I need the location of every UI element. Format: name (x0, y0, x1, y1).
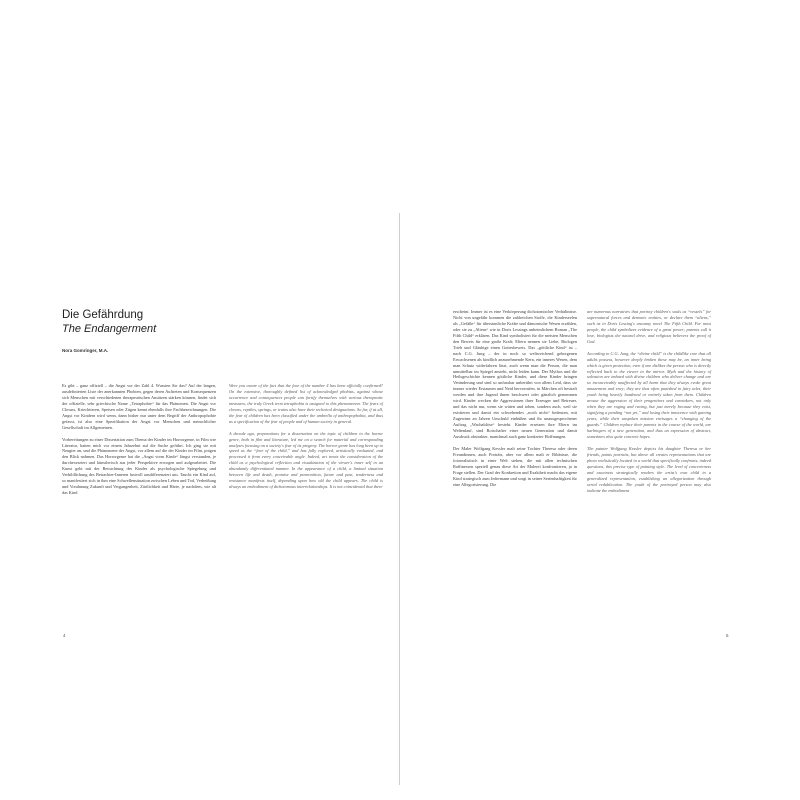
german-column-right (453, 309, 577, 494)
german-column-left (62, 383, 216, 502)
page-number-right: 5 (726, 633, 729, 638)
paragraph: The painter Wolfgang Kessler depicts his daughter Theresa or her friends, paints portraits, but above all creates representations that are photo realistically located in a world that specifically confronts, indeed questions, this precise type of painting style. The level of concreteness and exactness strategically renders the artist's own child in a generalized representation, establishing an allegorization through serial redublication. The youth of the portrayed person may also indicate the embodiment (587, 445, 711, 493)
english-column-left (229, 383, 383, 496)
paragraph: Es gibt – ganz offiziell – die Angst vor der Zahl 4. Wussten Sie das? Auf der langen, ausdefinierten Liste der anerkannten Phobien, gegen deren Auftreten und Konsequenzen sich Menschen mit verschiedenen therapeutischen Ansätzen stärken können, findet sich der offizielle, sehr griechische Name „Tetraphobie“ für das Phänomen. Die Angst vor Clowns, Kriechtieren, Speisen oder Zügen kennt ebenfalls ihre Fachbezeichnungen. Die Angst vor Kindern wird wenn, dann bisher nur unter dem Begriff der Anthropophobie gefasst, ist also eine Spezifikation der Angst vor Menschen und menschlicher Gesellschaft im Allgemeinen. (62, 383, 216, 430)
paragraph: erscheint. Immer ist es eine Verkörperung dichotomischer Verhältnisse. Nicht von ungefähr kommen die zahlreichen Stoffe, die Kinderseelen als „Gefäße“ für übersinnliche Kräfte und dämonische Wesen erzählen, oder sie zu „Aliens“ wie in Doris Lessings unheimlichem Roman „The Fifth Child“ erklären. Das Kind symbolisiert für die meisten Menschen den Beweis für eine große Kraft; Eltern nennen sie Liebe, Biologen Trieb und Gläubige einen Gottesbeweis. Das „göttliche Kind“ ist – nach C.G. Jung – der in noch so weltweichend geborgenen Erwachsenen als kindlich anzunehmende Kern, ein inneres Wesen, dem man Schutz widerfahren lässt, auch wenn man die Person, die man unmittelbar im Spiegel ansieht, nicht leiden kann. Der Mythos und die Heilsgeschichte kennen göttliche Kinder, und diese Kinder bringen Veränderung und sind so unfassbar unberührt von allem Leid, dass sie immer wieder Erstaunen und Neid hervorrufen, in Märchen oft bestraft werden und ihre Jugend ihnen beschwert oder gänzlich genommen wird. Kinder wecken die Aggressionen ihrer Erzeuger und Betreuer, und das nicht nur, wenn sie wüten und toben, sondern auch, weil sie existieren und damit ein schwebendes „noch nicht“ bedeuten, mit Zugewinn an Jahren Unschuld einbüßen und ihr unausgesprochener Auftrag „Wachablöse“ besteht. Kinder ersetzen ihre Eltern im Weltenlauf, sind Botschafter einer neuen Generation und damit Ausdruck abstrakter, manchmal auch ganz konkreter Hoffnungen. (453, 309, 577, 440)
english-column-right (587, 309, 711, 499)
paragraph: are numerous narratives that portray children's souls as “vessels” for supernatural forces and demonic entities, or declare them “aliens,” such as in Doris Lessing's uncanny novel The Fifth Child. For most people, the child symbolizes evidence of a great power; parents call it love, biologists the natural drive, and religious believers the proof of God. (587, 309, 711, 344)
paragraph: Were you aware of the fact that the fear of the number 4 has been officially confirmed? On the extensive, thoroughly defined list of acknowledged phobias, against whose occurrence and consequences people can fortify themselves with various therapeutic measures, the truly Greek term tetraphobia is assigned to this phenomenon. The fears of clowns, reptiles, springs, or trains also have their technical designations. So far, if at all, the fear of children has been classified under the umbrella of anthropophobia, and thus as a specification of the fear of people and of human society in general. (229, 383, 383, 424)
page-number-left: 4 (63, 633, 66, 638)
article-subtitle: The Endangerment (62, 323, 157, 335)
paragraph: A decade ago, preparations for a dissertation on the topic of children in the horror genre, both in film and literature, led me on a search for material and corresponding analyses focusing on a society's fear of its progeny. The horror genre has long been up to speed as the “fear of the child,” and has fully explored, artistically evaluated, and processed it from every conceivable angle. Indeed, art treats the consideration of the child as a psychological reflection and visualization of the viewer's inner self in an abundantly differentiated manner. In the appearance of a child, a liminal situation between life and death, promise and premonition, future and past, tenderness and resistance manifests itself, depending upon how old the child appears. The child is always an embodiment of dichotomous interrelationships. It is not coincidental that there (229, 430, 383, 490)
paragraph: Der Maler Wolfgang Kessler malt seine Tochter Theresa oder deren Freundinnen, auch Porträts, aber vor allem malt er Bildnisse, die fotorealistisch in einer Welt stehen, die mit allen technischen Raffinessen speziell genau diese Art der Malerei konfrontieren, ja in Frage stellen. Der Grad der Konkretion und Exaktheit macht das eigene Kind strategisch zum Jedermann und sorgt in seiner Serienhaftigkeit für eine Allegorisierung. Die (453, 445, 577, 487)
page-gutter (399, 213, 400, 785)
article-title: Die Gefährdung (62, 309, 144, 321)
paragraph: Vorbereitungen zu einer Dissertation zum Thema der Kinder im Horrorgenre, in Film wie Literatur, hatten mich vor einem Jahrzehnt auf die Suche geführt. Ich ging sie mit Neugier an, und die Phänomene der Angst, vor allem auf die der Kinder im Film, prägen den Blick nahmen. Das Horrorgenre hat die „Angst vorm Kinde“ längst verstanden, je durchexerziert und künstlerisch aus jeder Perspektive erwogen und aufgearbeitet. Die Kunst geht mit der Betrachtung des Kindes als psychologische Spiegelung und Verbildlichung des Betrachter-Inneren lustvoll ausdifferenziert um. Taucht ein Kind auf, so manifestiert sich in ihm eine Schwellensituation zwischen Leben und Tod, Verheißung und Vorahnung Zukunft und Vergangenheit, Zärtlichkeit und Härte, je nachdem, wie alt das Kind (62, 436, 216, 496)
author-byline: Nora Gomringer, M.A. (62, 348, 109, 353)
paragraph: According to C.G. Jung, the “divine child” is the childlike core that all adults possess, however deeply broken these may be, an inner being which is given protection, even if one dislikes the person who is directly reflected back to the viewer in the mirror. Myth and the history of salvation are imbued with divine children who deliver change and are so inconceivably unaffected by all harm that they always evoke great amazement and envy; they are thus often punished in fairy tales, their youth being heavily burdened or entirely taken from them. Children arouse the aggression of their progenitors and caretakers, not only when they are raging and raving, but just merely because they exist, signifying a pending “not yet,” and losing their innocence with gaining years, while their unspoken mission envisages a “changing of the guards.” Children replace their parents in the course of the world, are harbingers of a new generation, and thus an expression of abstract, sometimes also quite concrete hopes. (587, 350, 711, 439)
